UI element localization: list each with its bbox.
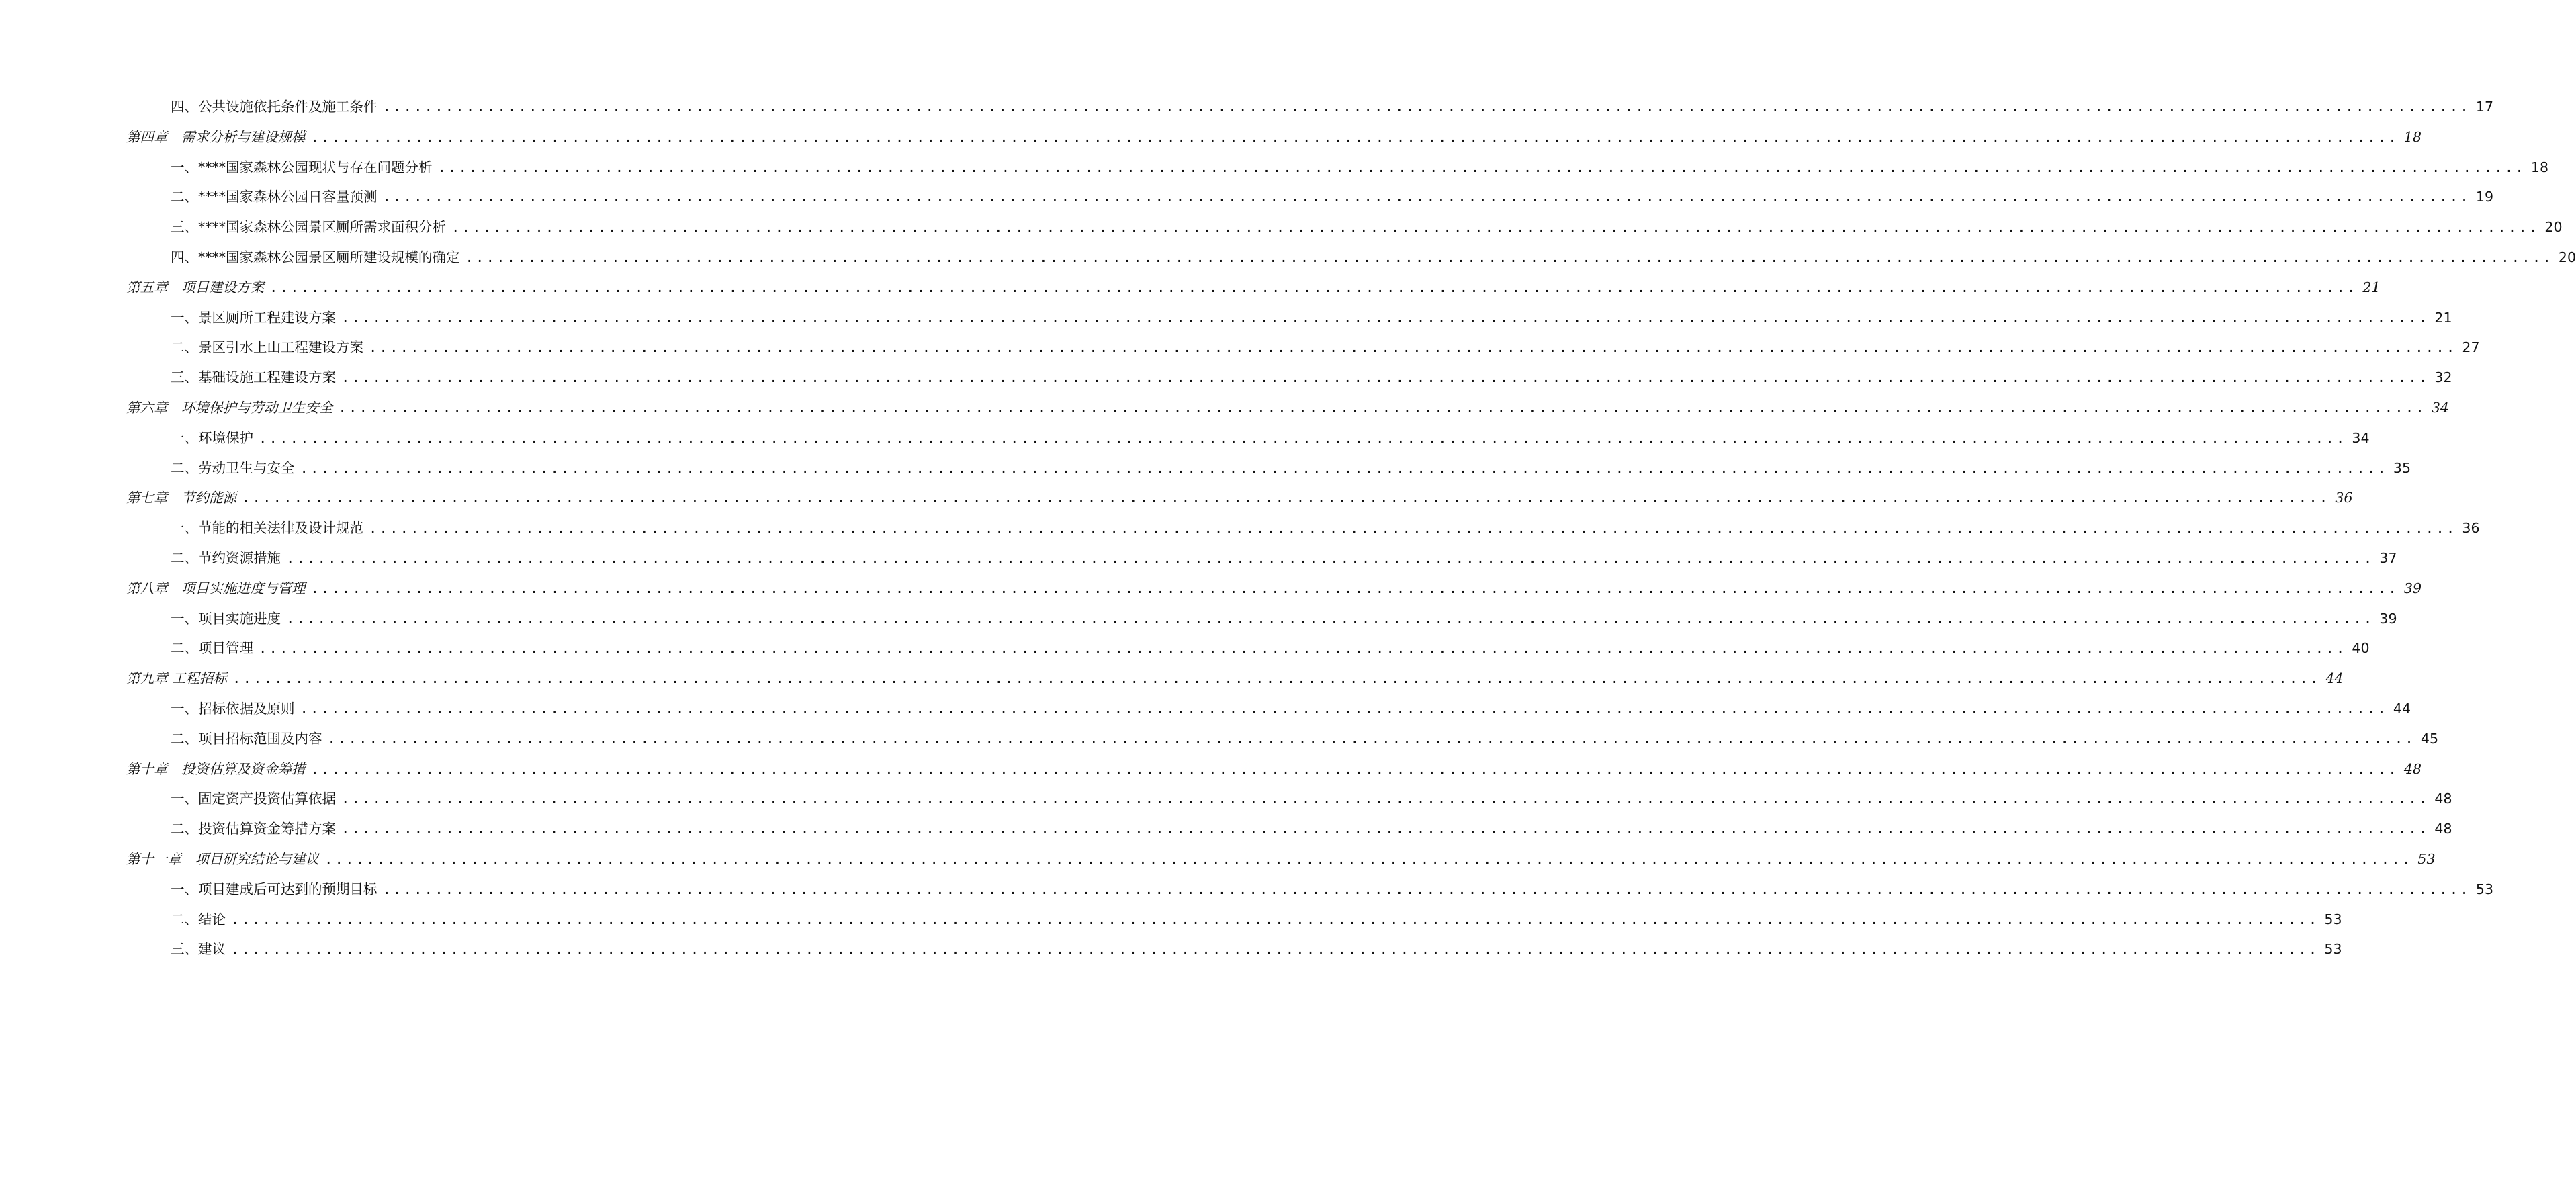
toc-page-number: 21 xyxy=(2434,309,2452,326)
toc-chapter-entry[interactable] xyxy=(0,490,2353,520)
toc-page-number: 39 xyxy=(2379,610,2397,627)
toc-page-number: 17 xyxy=(2475,99,2494,115)
toc-section-entry[interactable] xyxy=(0,640,2370,670)
toc-page-number: 53 xyxy=(2475,880,2494,897)
toc-dot-leader: ........................................................................................................................................................................................................ xyxy=(242,490,2330,506)
toc-section-entry[interactable] xyxy=(0,520,2480,550)
toc-page-number: 36 xyxy=(2462,520,2480,537)
toc-section-entry[interactable] xyxy=(0,309,2452,340)
toc-entry-label: 一、环境保护 xyxy=(171,429,253,446)
toc-entry-label: 第五章 项目建设方案 xyxy=(126,279,264,296)
toc-section-entry[interactable] xyxy=(0,911,2342,942)
toc-entry-label: 一、****国家森林公园现状与存在问题分析 xyxy=(171,158,433,175)
toc-entry-label: 一、节能的相关法律及设计规范 xyxy=(171,520,363,537)
toc-dot-leader: ........................................................................................................................................................................................................ xyxy=(465,248,2553,265)
toc-dot-leader: ........................................................................................................................................................................................................ xyxy=(259,640,2347,657)
toc-dot-leader: ........................................................................................................................................................................................................ xyxy=(327,730,2415,747)
toc-dot-leader: ........................................................................................................................................................................................................ xyxy=(437,158,2526,175)
toc-section-entry[interactable] xyxy=(0,790,2452,821)
toc-page-number: 19 xyxy=(2475,189,2494,206)
toc-page-number: 36 xyxy=(2335,490,2353,506)
toc-page-number: 44 xyxy=(2325,670,2344,687)
toc-entry-label: 三、建议 xyxy=(171,941,226,958)
toc-dot-leader: ........................................................................................................................................................................................................ xyxy=(382,880,2471,897)
toc-dot-leader: ........................................................................................................................................................................................................ xyxy=(382,99,2471,115)
toc-entry-label: 第十章 投资估算及资金筹措 xyxy=(126,760,306,777)
toc-entry-label: 第十一章 项目研究结论与建议 xyxy=(126,850,319,867)
toc-chapter-entry[interactable] xyxy=(0,670,2344,700)
toc-section-entry[interactable] xyxy=(0,821,2452,851)
toc-chapter-entry[interactable] xyxy=(0,128,2422,159)
toc-entry-label: 二、劳动卫生与安全 xyxy=(171,459,295,476)
toc-page-number: 53 xyxy=(2324,941,2342,958)
toc-section-entry[interactable] xyxy=(0,158,2549,189)
toc-dot-leader: ........................................................................................................................................................................................................ xyxy=(310,128,2399,145)
toc-section-entry[interactable] xyxy=(0,99,2494,129)
toc-page-number: 40 xyxy=(2352,640,2370,657)
toc-dot-leader: ........................................................................................................................................................................................................ xyxy=(341,790,2430,807)
toc-dot-leader: ........................................................................................................................................................................................................ xyxy=(269,279,2358,296)
toc-section-entry[interactable] xyxy=(0,369,2452,400)
toc-section-entry[interactable] xyxy=(0,248,2576,279)
toc-entry-label: 四、****国家森林公园景区厕所建设规模的确定 xyxy=(171,248,460,265)
toc-chapter-entry[interactable] xyxy=(0,279,2381,310)
toc-dot-leader: ........................................................................................................................................................................................................ xyxy=(286,610,2374,627)
toc-entry-label: 三、****国家森林公园景区厕所需求面积分析 xyxy=(171,219,446,236)
toc-page-number: 18 xyxy=(2530,158,2549,175)
toc-section-entry[interactable] xyxy=(0,219,2563,249)
toc-dot-leader: ........................................................................................................................................................................................................ xyxy=(310,760,2399,777)
toc-page-number: 48 xyxy=(2434,821,2452,837)
toc-dot-leader: ........................................................................................................................................................................................................ xyxy=(310,580,2399,596)
toc-dot-leader: ........................................................................................................................................................................................................ xyxy=(259,429,2347,446)
toc-dot-leader: ........................................................................................................................................................................................................ xyxy=(300,459,2388,476)
toc-section-entry[interactable] xyxy=(0,880,2494,911)
toc-page-number: 18 xyxy=(2403,128,2422,145)
toc-entry-label: 二、投资估算资金筹措方案 xyxy=(171,821,336,837)
toc-page-number: 21 xyxy=(2362,279,2381,296)
toc-dot-leader: ........................................................................................................................................................................................................ xyxy=(341,309,2430,326)
toc-section-entry[interactable] xyxy=(0,459,2411,490)
toc-chapter-entry[interactable] xyxy=(0,850,2436,881)
toc-page-number: 53 xyxy=(2417,850,2436,867)
toc-entry-label: 二、项目管理 xyxy=(171,640,253,657)
toc-section-entry[interactable] xyxy=(0,549,2397,580)
toc-entry-label: 第七章 节约能源 xyxy=(126,490,236,506)
toc-dot-leader: ........................................................................................................................................................................................................ xyxy=(369,520,2457,537)
toc-dot-leader: ........................................................................................................................................................................................................ xyxy=(300,700,2388,717)
toc-dot-leader: ........................................................................................................................................................................................................ xyxy=(286,549,2374,566)
toc-entry-label: 二、结论 xyxy=(171,911,226,927)
toc-page-number: 34 xyxy=(2352,429,2370,446)
toc-dot-leader: ........................................................................................................................................................................................................ xyxy=(231,941,2319,958)
toc-section-entry[interactable] xyxy=(0,339,2480,369)
toc-page-number: 37 xyxy=(2379,549,2397,566)
toc-dot-leader: ........................................................................................................................................................................................................ xyxy=(324,850,2413,867)
toc-page-number: 32 xyxy=(2434,369,2452,386)
toc-page-number: 48 xyxy=(2434,790,2452,807)
toc-page-number: 34 xyxy=(2431,399,2450,416)
toc-section-entry[interactable] xyxy=(0,730,2439,761)
toc-dot-leader: ........................................................................................................................................................................................................ xyxy=(341,821,2430,837)
toc-entry-label: 四、公共设施依托条件及施工条件 xyxy=(171,99,377,115)
toc-dot-leader: ........................................................................................................................................................................................................ xyxy=(382,189,2471,206)
toc-page-number: 48 xyxy=(2403,760,2422,777)
toc-page-number: 45 xyxy=(2420,730,2439,747)
toc-entry-label: 二、****国家森林公园日容量预测 xyxy=(171,189,377,206)
toc-dot-leader: ........................................................................................................................................................................................................ xyxy=(232,670,2321,687)
toc-section-entry[interactable] xyxy=(0,941,2342,971)
toc-entry-label: 第六章 环境保护与劳动卫生安全 xyxy=(126,399,333,416)
toc-page-number: 39 xyxy=(2403,580,2422,596)
toc-entry-label: 一、景区厕所工程建设方案 xyxy=(171,309,336,326)
toc-page-number: 20 xyxy=(2558,248,2576,265)
toc-page-number: 53 xyxy=(2324,911,2342,927)
toc-section-entry[interactable] xyxy=(0,189,2494,219)
toc-dot-leader: ........................................................................................................................................................................................................ xyxy=(341,369,2430,386)
toc-chapter-entry[interactable] xyxy=(0,580,2422,610)
toc-entry-label: 一、固定资产投资估算依据 xyxy=(171,790,336,807)
toc-entry-label: 一、项目实施进度 xyxy=(171,610,281,627)
toc-dot-leader: ........................................................................................................................................................................................................ xyxy=(231,911,2319,927)
table-of-contents xyxy=(0,99,2576,971)
toc-page-number: 35 xyxy=(2393,459,2411,476)
toc-section-entry[interactable] xyxy=(0,700,2411,731)
toc-page-number: 20 xyxy=(2544,219,2563,236)
toc-page-number: 44 xyxy=(2393,700,2411,717)
toc-entry-label: 二、项目招标范围及内容 xyxy=(171,730,322,747)
toc-dot-leader: ........................................................................................................................................................................................................ xyxy=(338,399,2426,416)
toc-entry-label: 二、景区引水上山工程建设方案 xyxy=(171,339,363,356)
toc-entry-label: 第四章 需求分析与建设规模 xyxy=(126,128,306,145)
toc-chapter-entry[interactable] xyxy=(0,399,2450,430)
toc-entry-label: 第八章 项目实施进度与管理 xyxy=(126,580,306,596)
toc-chapter-entry[interactable] xyxy=(0,760,2422,791)
toc-entry-label: 一、招标依据及原则 xyxy=(171,700,295,717)
toc-dot-leader: ........................................................................................................................................................................................................ xyxy=(369,339,2457,356)
toc-section-entry[interactable] xyxy=(0,429,2370,460)
toc-entry-label: 二、节约资源措施 xyxy=(171,549,281,566)
toc-entry-label: 一、项目建成后可达到的预期目标 xyxy=(171,880,377,897)
toc-section-entry[interactable] xyxy=(0,610,2397,641)
toc-page-number: 27 xyxy=(2462,339,2480,356)
toc-entry-label: 第九章 工程招标 xyxy=(126,670,228,687)
toc-dot-leader: ........................................................................................................................................................................................................ xyxy=(451,219,2540,236)
toc-entry-label: 三、基础设施工程建设方案 xyxy=(171,369,336,386)
